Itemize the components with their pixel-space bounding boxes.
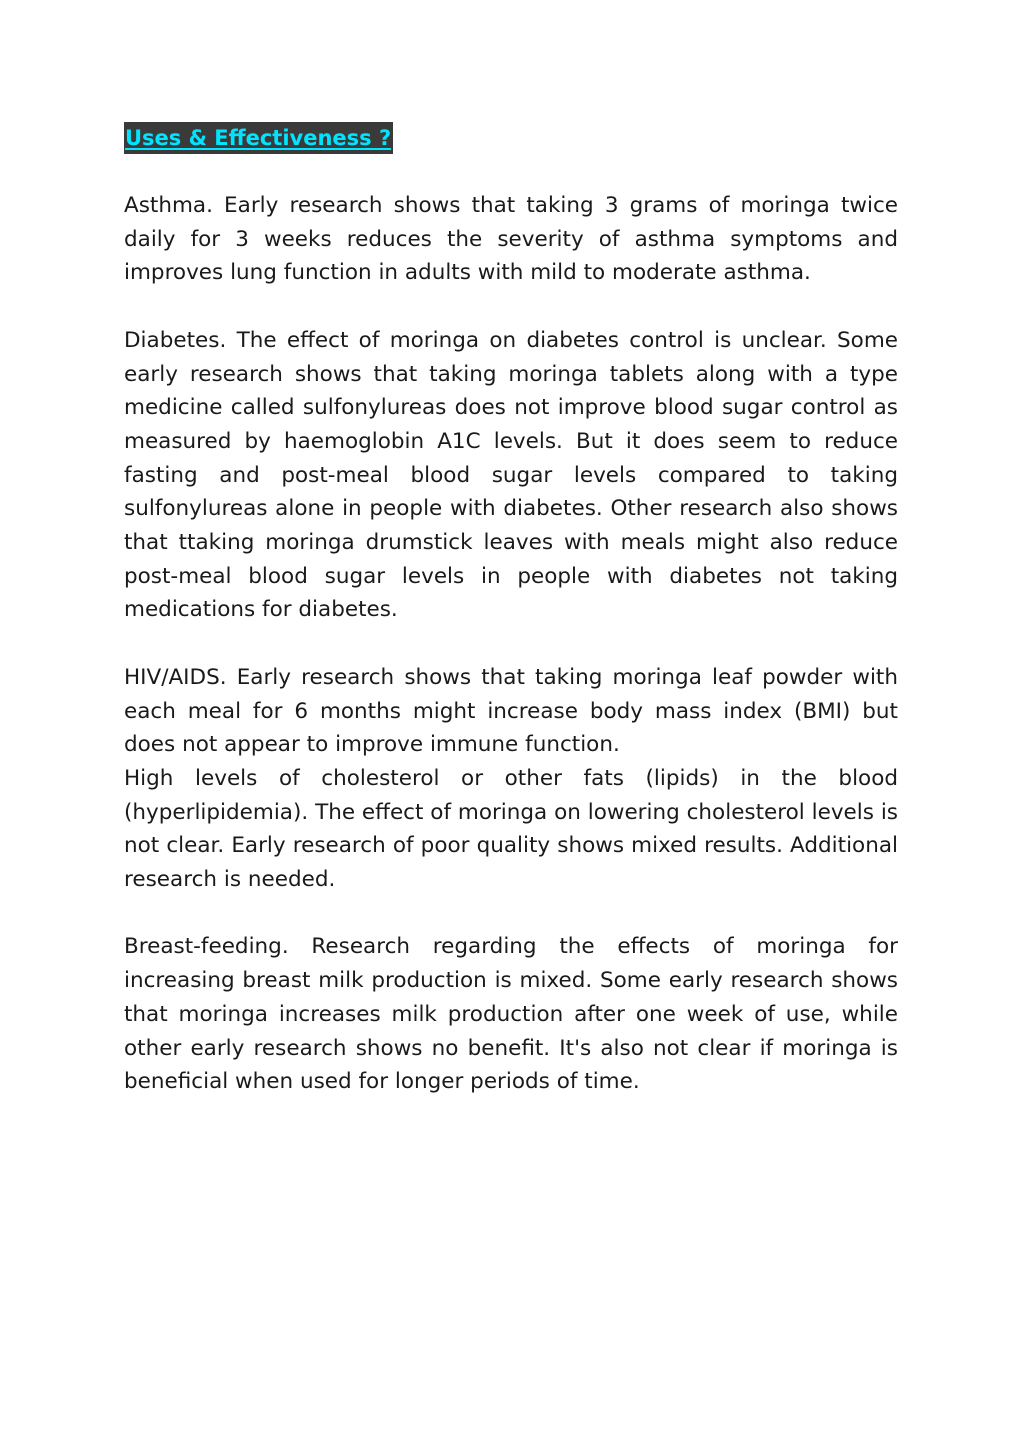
- document-page: [124, 122, 898, 1099]
- paragraph-breast-feeding: Breast-feeding. Research regarding the effects of moringa for increasing breast milk production is mixed. Some early research shows that moringa increases milk production after one week of use, while other early research shows no benefit. It's also not clear if moringa is beneficial when used for longer periods of time.: [124, 934, 898, 1095]
- paragraph-hyperlipidemia: High levels of cholesterol or other fats (lipids) in the blood (hyperlipidemia). The effect of moringa on lowering cholesterol levels is not clear. Early research of poor quality shows mixed results. Additional research is needed.: [124, 765, 898, 893]
- paragraph-asthma: Asthma. Early research shows that taking 3 grams of moringa twice daily for 3 weeks reduces the severity of asthma symptoms and improves lung function in adults with mild to moderate asthma.: [124, 193, 898, 286]
- section-heading[interactable]: Uses & Effectiveness ?: [124, 122, 393, 154]
- paragraph-hiv-aids: HIV/AIDS. Early research shows that taking moringa leaf powder with each meal for 6 months might increase body mass index (BMI) but does not appear to improve immune function.: [124, 664, 898, 758]
- paragraph-diabetes: Diabetes. The effect of moringa on diabetes control is unclear. Some early research shows that taking moringa tablets along with a type medicine called sulfonylureas does not improve blood sugar control as measured by haemoglobin A1C levels. But it does seem to reduce fasting and post-meal blood sugar levels compared to taking sulfonylureas alone in people with diabetes. Other research also shows that ttaking moringa drumstick leaves with meals might also reduce post-meal blood sugar levels in people with diabetes not taking medications for diabetes.: [124, 327, 898, 623]
